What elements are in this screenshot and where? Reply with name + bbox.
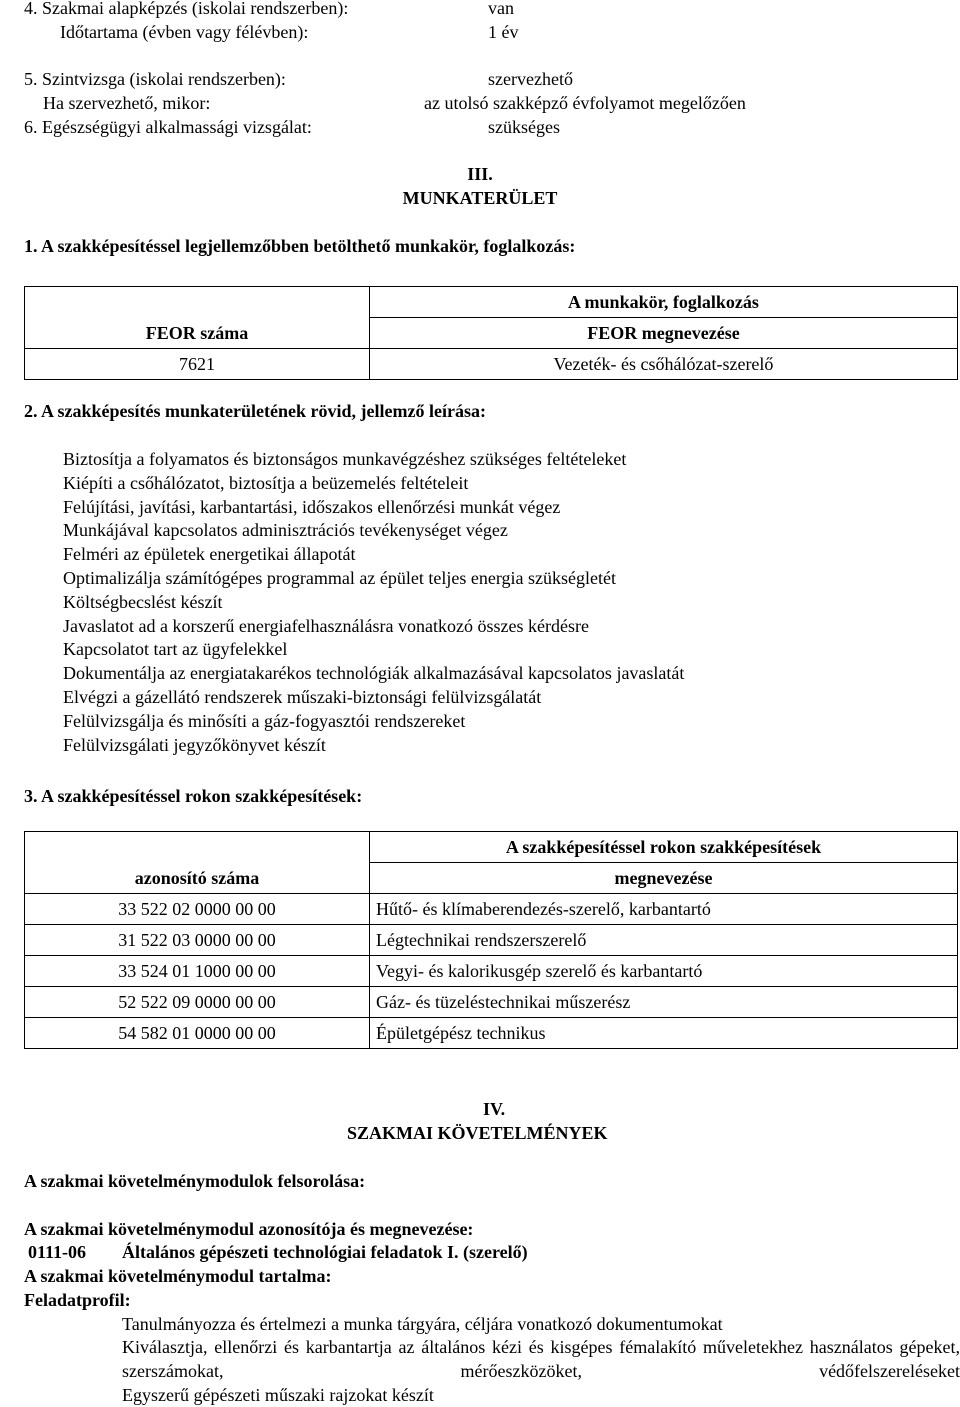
item4-sub-label: Időtartama (évben vagy félévben):: [60, 22, 309, 42]
related-table-caption: A szakképesítéssel rokon szakképesítések: [370, 832, 958, 863]
module-content-heading: A szakmai követelménymodul tartalma:: [24, 1266, 332, 1286]
item5-value: szervezhető: [488, 69, 573, 89]
item4-label: 4. Szakmai alapképzés (iskolai rendszerben):: [24, 0, 349, 18]
table-row: [25, 894, 958, 925]
list-item: Felülvizsgálja és minősíti a gáz-fogyasztói rendszereket: [63, 710, 466, 731]
feor-col-code: FEOR száma: [25, 318, 370, 349]
qualification-code: 33 522 02 0000 00 00: [25, 894, 370, 925]
list-item: Kapcsolatot tart az ügyfelekkel: [63, 639, 288, 660]
qualification-name: Légtechnikai rendszerszerelő: [370, 925, 958, 956]
item5-sub-label: Ha szervezhető, mikor:: [43, 93, 211, 113]
related-col-name: megnevezése: [370, 863, 958, 894]
item5-sub-value: az utolsó szakképző évfolyamot megelőzően: [424, 93, 746, 113]
q2-heading: 2. A szakképesítés munkaterületének rövid, jellemző leírása:: [24, 401, 486, 421]
module-id-heading: A szakmai követelménymodul azonosítója és megnevezése:: [24, 1219, 474, 1239]
table-row: [25, 987, 958, 1018]
q1-heading: 1. A szakképesítéssel legjellemzőbben betölthető munkakör, foglalkozás:: [24, 236, 576, 256]
table-row: [25, 956, 958, 987]
module-code: 0111-06: [28, 1242, 87, 1262]
related-qualifications-table: [24, 831, 958, 1049]
profile-heading: Feladatprofil:: [24, 1290, 131, 1310]
table-row: [25, 925, 958, 956]
list-item: Dokumentálja az energiatakarékos technológiák alkalmazásával kapcsolatos javaslatát: [63, 663, 685, 684]
profile-item: Kiválasztja, ellenőrzi és karbantartja az általános kézi és kisgépes fémalakító műveletekhez használatos gépeket, szerszámokat, mérőeszközöket, védőfelszereléseket: [122, 1337, 960, 1381]
list-item: Javaslatot ad a korszerű energiafelhasználásra vonatkozó összes kérdésre: [63, 615, 589, 636]
list-item: Munkájával kapcsolatos adminisztrációs tevékenységet végez: [63, 520, 508, 541]
feor-table-caption: A munkakör, foglalkozás: [370, 287, 958, 318]
qualification-code: 52 522 09 0000 00 00: [25, 987, 370, 1018]
list-item: Optimalizálja számítógépes programmal az épület teljes energia szükségletét: [63, 567, 616, 588]
feor-table: [24, 286, 958, 380]
list-item: Biztosítja a folyamatos és biztonságos munkavégzéshez szükséges feltételeket: [63, 449, 627, 469]
qualification-code: 33 524 01 1000 00 00: [25, 956, 370, 987]
item6-label: 6. Egészségügyi alkalmassági vizsgálat:: [24, 117, 312, 137]
item5-label: 5. Szintvizsga (iskolai rendszerben):: [24, 69, 286, 89]
table-row: [25, 1018, 958, 1049]
module-name: Általános gépészeti technológiai feladatok I. (szerelő): [122, 1242, 528, 1262]
list-item: Elvégzi a gázellátó rendszerek műszaki-biztonsági felülvizsgálatát: [63, 686, 542, 707]
qualification-code: 31 522 03 0000 00 00: [25, 925, 370, 956]
list-item: Kiépíti a csőhálózatot, biztosítja a beüzemelés feltételeit: [63, 472, 469, 493]
table-row: [25, 349, 958, 380]
list-item: Felújítási, javítási, karbantartási, időszakos ellenőrzési munkát végez: [63, 496, 561, 517]
section4-number: IV.: [483, 1099, 506, 1119]
profile-item: Tanulmányozza és értelmezi a munka tárgyára, céljára vonatkozó dokumentumokat: [122, 1314, 723, 1334]
q2-list: [63, 448, 684, 757]
section4-title: SZAKMAI KÖVETELMÉNYEK: [347, 1123, 608, 1143]
feor-col-name: FEOR megnevezése: [370, 318, 958, 349]
q3-heading: 3. A szakképesítéssel rokon szakképesítések:: [24, 786, 363, 806]
item4-value: van: [488, 0, 514, 18]
feor-code: 7621: [25, 349, 370, 380]
list-item: Felméri az épületek energetikai állapotát: [63, 544, 356, 565]
qualification-name: Vegyi- és kalorikusgép szerelő és karbantartó: [370, 956, 958, 987]
item4-sub-value: 1 év: [488, 22, 519, 42]
modules-list-heading: A szakmai követelménymodulok felsorolása:: [24, 1171, 366, 1191]
list-item: Felülvizsgálati jegyzőkönyvet készít: [63, 734, 326, 755]
qualification-name: Épületgépész technikus: [370, 1018, 958, 1049]
section3-title: MUNKATERÜLET: [402, 188, 558, 208]
feor-name: Vezeték- és csőhálózat-szerelő: [370, 349, 958, 380]
related-col-code: azonosító száma: [25, 863, 370, 894]
qualification-name: Gáz- és tüzeléstechnikai műszerész: [370, 987, 958, 1018]
qualification-code: 54 582 01 0000 00 00: [25, 1018, 370, 1049]
section3-number: III.: [467, 164, 493, 184]
qualification-name: Hűtő- és klímaberendezés-szerelő, karbantartó: [370, 894, 958, 925]
list-item: Költségbecslést készít: [63, 591, 223, 612]
profile-item: Egyszerű gépészeti műszaki rajzokat készít: [122, 1385, 434, 1405]
item6-value: szükséges: [488, 117, 560, 137]
